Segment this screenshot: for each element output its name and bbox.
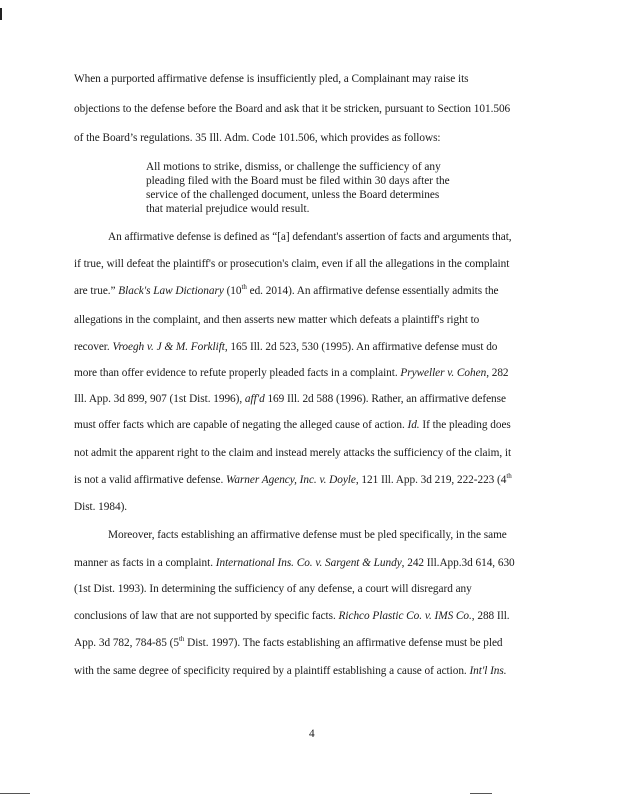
paragraph-2-line-2: if true, will defeat the plaintiff's or prosecution's claim, even if all the allegations in the complaint <box>74 258 510 270</box>
superscript: th <box>178 635 185 644</box>
text: , 242 Ill.App.3d 614, 630 <box>401 557 515 569</box>
text: Dist. 1997). The facts establishing an affirmative defense must be pled <box>184 637 503 649</box>
paragraph-1-line-1: When a purported affirmative defense is insufficiently pled, a Complainant may raise its <box>74 73 469 85</box>
citation-affd: aff'd <box>244 393 265 405</box>
paragraph-1-line-2: objections to the defense before the Board and ask that it be stricken, pursuant to Section 101.506 <box>74 103 511 115</box>
paragraph-2-line-7 <box>74 392 506 406</box>
block-quote-line-2: pleading filed with the Board must be filed within 30 days after the <box>146 175 450 187</box>
text: recover. <box>74 341 113 353</box>
citation-warner: Warner Agency, Inc. v. Doyle <box>226 474 356 486</box>
paragraph-2-line-4: allegations in the complaint, and then asserts new matter which defeats a plaintiff's right to <box>74 314 480 326</box>
text: ed. 2014). An affirmative defense essentially admits the <box>246 285 499 297</box>
text: conclusions of law that are not supported by specific facts. <box>74 610 339 622</box>
paragraph-2-line-5 <box>74 340 497 354</box>
citation-richco: Richco Plastic Co. v. IMS Co. <box>338 610 472 622</box>
paragraph-3-line-4 <box>74 609 510 623</box>
paragraph-2-line-1: An affirmative defense is defined as “[a] defendant's assertion of facts and arguments that, <box>108 231 512 243</box>
scan-artifact <box>470 793 492 794</box>
superscript: th <box>241 283 247 292</box>
text: with the same degree of specificity required by a plaintiff establishing a cause of action. <box>74 665 470 677</box>
text: App. 3d 782, 784-85 (5 <box>74 637 179 649</box>
text: are true.” <box>74 285 119 297</box>
citation-id: Id. <box>407 419 420 431</box>
paragraph-3-line-2 <box>74 556 515 570</box>
paragraph-2-line-11: Dist. 1984). <box>74 501 128 513</box>
citation-pryweller: Pryweller v. Cohen <box>400 367 487 379</box>
text: Ill. App. 3d 899, 907 (1st Dist. 1996), <box>74 393 245 405</box>
text: more than offer evidence to refute properly pleaded facts in a complaint. <box>74 367 401 379</box>
text: (10 <box>223 285 242 297</box>
paragraph-2-line-10 <box>74 473 512 487</box>
paragraph-2-line-3 <box>74 284 499 298</box>
block-quote-line-4: that material prejudice would result. <box>146 203 310 215</box>
block-quote-line-3: service of the challenged document, unless the Board determines <box>146 189 440 201</box>
text: is not a valid affirmative defense. <box>74 474 227 486</box>
scan-artifact <box>0 793 30 794</box>
citation-international-ins: International Ins. Co. v. Sargent & Lundy <box>215 557 402 569</box>
text: , 282 <box>486 367 509 379</box>
block-quote-line-1: All motions to strike, dismiss, or challenge the sufficiency of any <box>146 161 441 173</box>
text: , 121 Ill. App. 3d 219, 222-223 (4 <box>355 474 507 486</box>
paragraph-2-line-6 <box>74 366 509 380</box>
scan-artifact <box>0 8 2 20</box>
citation-vroegh: Vroegh v. J & M. Forklift <box>112 341 225 353</box>
text: , 288 Ill. <box>471 610 510 622</box>
superscript: th <box>506 472 512 481</box>
paragraph-1-line-3: of the Board’s regulations. 35 Ill. Adm. Code 101.506, which provides as follows: <box>74 132 441 144</box>
text: 169 Ill. 2d 588 (1996). Rather, an affirmative defense <box>264 393 506 405</box>
paragraph-2-line-9: not admit the apparent right to the claim and instead merely attacks the sufficiency of the claim, it <box>74 447 512 459</box>
paragraph-2-line-8 <box>74 418 511 432</box>
paragraph-3-line-6 <box>74 664 507 678</box>
citation-intl-ins: Int'l Ins. <box>469 665 507 677</box>
paragraph-3-line-5 <box>74 636 503 650</box>
paragraph-3-line-3: (1st Dist. 1993). In determining the sufficiency of any defense, a court will disregard any <box>74 583 472 595</box>
page-number: 4 <box>309 728 315 740</box>
text: must offer facts which are capable of negating the alleged cause of action. <box>74 419 408 431</box>
text: , 165 Ill. 2d 523, 530 (1995). An affirmative defense must do <box>224 341 498 353</box>
paragraph-3-line-1: Moreover, facts establishing an affirmative defense must be pled specifically, in the same <box>108 529 507 541</box>
text: manner as facts in a complaint. <box>74 557 216 569</box>
text: If the pleading does <box>419 419 511 431</box>
citation-blacks-law: Black's Law Dictionary <box>118 285 224 297</box>
